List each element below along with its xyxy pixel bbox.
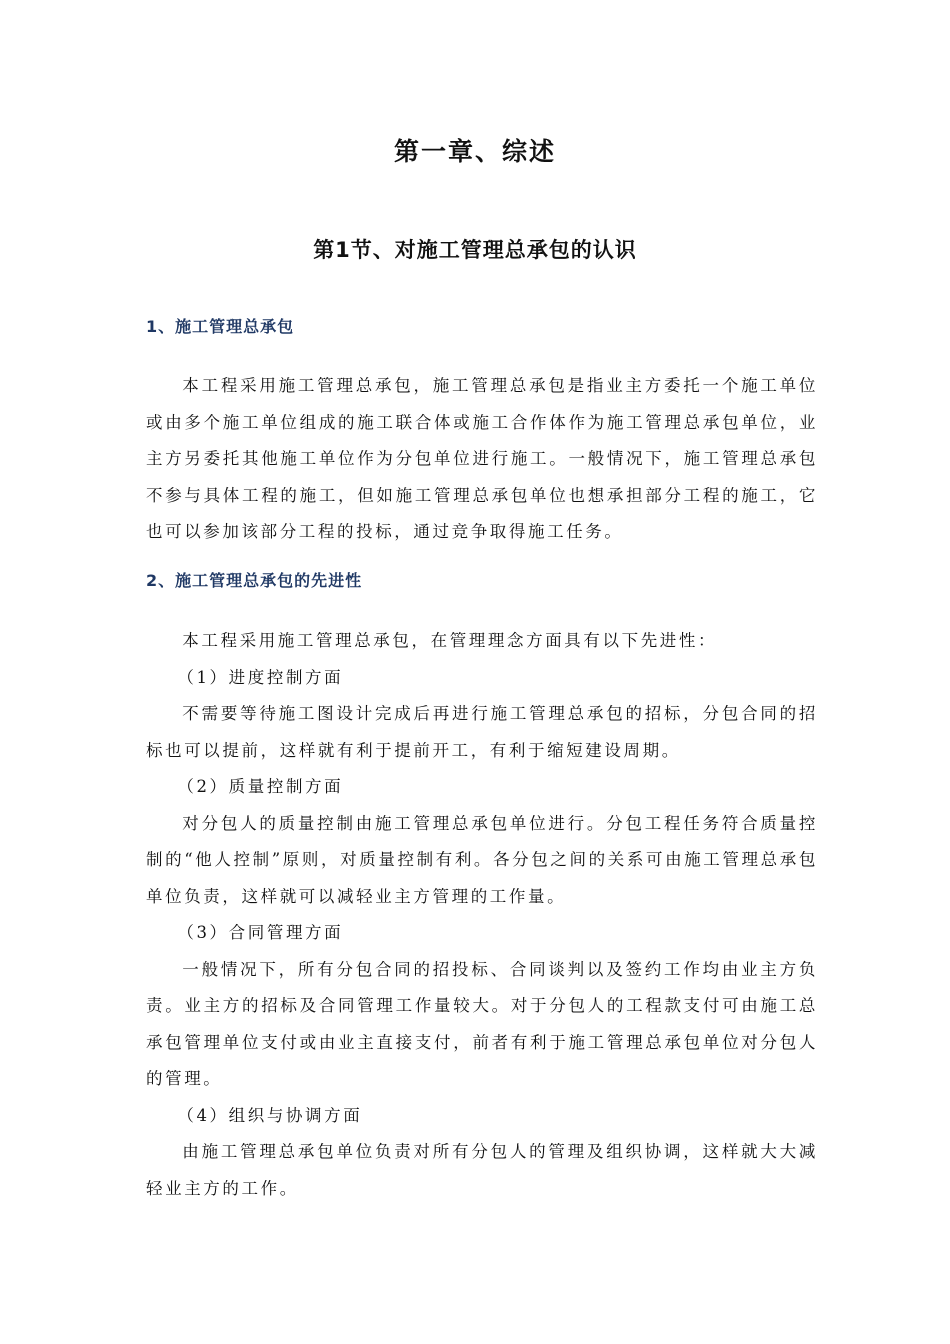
item-title-3: （3）合同管理方面	[177, 923, 344, 942]
heading-1: 1、施工管理总承包	[146, 317, 295, 336]
item-text-1: 不需要等待施工图设计完成后再进行施工管理总承包的招标，分包合同的招标也可以提前，这样就有利于提前开工，有利于缩短建设周期。	[146, 704, 818, 760]
section-1-body	[146, 368, 818, 551]
item-title-4: （4）组织与协调方面	[177, 1105, 363, 1125]
item-title-1: （1）进度控制方面	[177, 667, 344, 687]
item-title-2: （2）质量控制方面	[177, 777, 344, 796]
section-2-body	[146, 623, 818, 1207]
chapter-title: 第一章、综述	[393, 137, 556, 166]
section-title: 第1节、对施工管理总承包的认识	[313, 238, 637, 262]
paragraph-intro: 本工程采用施工管理总承包，在管理理念方面具有以下先进性：	[182, 631, 718, 650]
item-text-3: 一般情况下，所有分包合同的招投标、合同谈判以及签约工作均由业主方负责。业主方的招标及合同管理工作量较大。对于分包人的工程款支付可由施工总承包管理单位支付或由业主直接支付，前者有利于施工管理总承包单位对分包人的管理。	[146, 959, 818, 1088]
heading-2: 2、施工管理总承包的先进性	[146, 571, 363, 590]
paragraph: 本工程采用施工管理总承包，施工管理总承包是指业主方委托一个施工单位或由多个施工单位组成的施工联合体或施工合作体作为施工管理总承包单位，业主方另委托其他施工单位作为分包单位进行施工。一般情况下，施工管理总承包不参与具体工程的施工，但如施工管理总承包单位也想承担部分工程的施工，它也可以参加该部分工程的投标，通过竞争取得施工任务。	[146, 376, 818, 541]
item-text-4: 由施工管理总承包单位负责对所有分包人的管理及组织协调，这样就大大减轻业主方的工作。	[146, 1142, 818, 1198]
item-text-2: 对分包人的质量控制由施工管理总承包单位进行。分包工程任务符合质量控制的“他人控制”原则，对质量控制有利。各分包之间的关系可由施工管理总承包单位负责，这样就可以减轻业主方管理的工作量。	[146, 813, 818, 906]
